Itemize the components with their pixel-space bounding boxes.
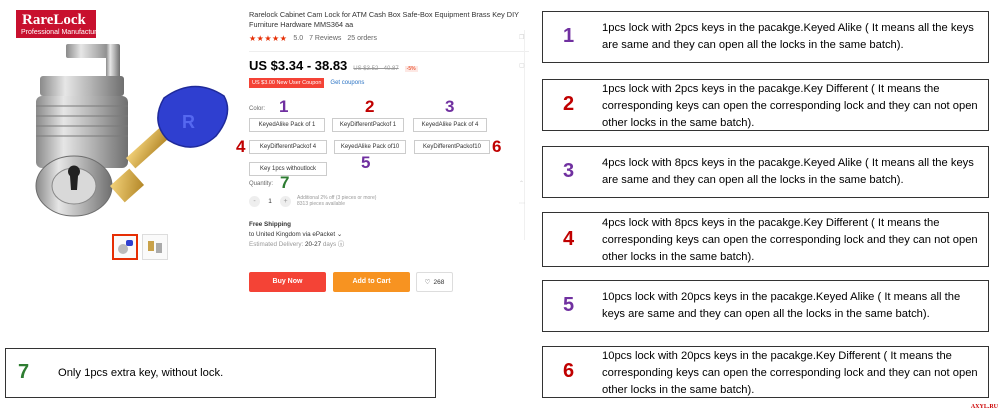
delivery-value: 20-27	[305, 241, 322, 248]
reviews-link[interactable]: 7 Reviews	[309, 35, 342, 42]
product-info-panel	[236, 10, 529, 286]
rating-score: 5.0	[293, 35, 304, 42]
compare-icon[interactable]: ▢	[519, 63, 525, 69]
legend-number: 4	[563, 228, 575, 250]
brand-tagline: Professional Manufacturer	[21, 29, 103, 36]
legend-text: 10pcs lock with 20pcs keys in the pacakge.Key Different ( It means the corresponding keys can open the corresponding lock and they can not open other locks in the same batch).	[602, 350, 978, 396]
old-price: US $3.52 - 40.87	[353, 66, 399, 72]
option-number-5: 5	[361, 153, 371, 172]
legend-number: 7	[18, 361, 30, 383]
free-shipping-title: Free Shipping	[249, 221, 291, 228]
legend-text: Only 1pcs extra key, without lock.	[58, 367, 224, 379]
legend-text: 1pcs lock with 2pcs keys in the pacakge.Key Different ( It means the corresponding keys can open the corresponding lock and they can not open other locks in the same batch).	[602, 83, 978, 129]
legend-box-1	[542, 11, 989, 63]
legend-box-5	[542, 280, 989, 332]
legend-box-3	[542, 146, 989, 198]
heart-icon: ♡	[424, 279, 431, 286]
scroll-up-icon[interactable]: ⌃	[519, 181, 525, 187]
option-keyed-alike-1[interactable]: KeyedAlike Pack of 1	[249, 118, 325, 132]
product-image-gallery	[14, 6, 236, 236]
new-user-coupon[interactable]: US $3.00 New User Coupon	[249, 78, 324, 88]
add-to-cart-button[interactable]: Add to Cart	[333, 272, 410, 292]
discount-badge: -5%	[406, 66, 416, 72]
quantity-note	[297, 195, 376, 207]
quantity-input[interactable]: 1	[268, 197, 272, 205]
brand-logo	[16, 10, 103, 38]
shipping-destination[interactable]: to United Kingdom via ePacket	[249, 231, 336, 238]
buy-now-button[interactable]: Buy Now	[249, 272, 326, 292]
price-row	[249, 58, 529, 73]
info-icon[interactable]: ⓘ	[337, 241, 345, 248]
option-key-different-1[interactable]: KeyDifferentPackof 1	[332, 118, 404, 132]
option-number-1: 1	[279, 97, 289, 116]
coupon-row	[249, 78, 529, 88]
rating-row	[249, 34, 529, 43]
legend-number: 5	[563, 294, 575, 316]
legend-text: 4pcs lock with 8pcs keys in the pacakge.Key Different ( It means the corresponding keys can open the corresponding lock and they can not open other locks in the same batch).	[602, 217, 978, 263]
legend-box-6	[542, 346, 989, 398]
quantity-decrease-button[interactable]: -	[249, 196, 260, 207]
legend-number: 3	[563, 160, 575, 182]
legend-number: 2	[563, 93, 575, 115]
quantity-stepper	[249, 195, 376, 207]
thumbnail-strip	[112, 234, 168, 260]
divider	[249, 51, 529, 52]
delivery-label: Estimated Delivery:	[249, 241, 304, 248]
delivery-days: days	[322, 241, 337, 248]
more-icon[interactable]: ⋯	[519, 201, 525, 207]
brand-name: RareLock	[22, 12, 86, 28]
option-number-7: 7	[280, 173, 290, 192]
legend-box-4	[542, 212, 989, 267]
quantity-increase-button[interactable]: +	[280, 196, 291, 207]
quantity-label: Quantity:	[249, 181, 274, 187]
legend-text: 4pcs lock with 8pcs keys in the pacakge.Keyed Alike ( It means all the keys are same and they can open all the locks in the same batch).	[602, 157, 974, 186]
option-keyed-alike-4[interactable]: KeyedAlike Pack of 4	[413, 118, 487, 132]
color-label: Color:	[249, 106, 266, 112]
option-key-different-4[interactable]: KeyDifferentPackof 4	[249, 140, 327, 154]
wishlist-button[interactable]	[416, 272, 453, 292]
wishlist-count: 268	[433, 278, 445, 286]
option-number-3: 3	[445, 97, 455, 116]
option-number-4: 4	[236, 137, 246, 156]
legend-text: 10pcs lock with 20pcs keys in the pacakge.Keyed Alike ( It means all the keys are same and they can open all the locks in the same batch).	[602, 291, 961, 320]
thumbnail-2[interactable]	[142, 234, 168, 260]
shipping-info	[249, 220, 344, 250]
option-number-6: 6	[492, 137, 502, 156]
rating-stars: ★★★★★	[249, 34, 288, 43]
pieces-available: 8313 pieces available	[297, 201, 346, 207]
orders-count: 25 orders	[347, 35, 377, 42]
product-title: Rarelock Cabinet Cam Lock for ATM Cash Box Safe-Box Equipment Brass Key DIY Furniture Hardware MMS364 aa	[249, 10, 519, 29]
price: US $3.34 - 38.83	[249, 58, 348, 73]
legend-number: 1	[563, 25, 575, 47]
legend-number: 6	[563, 360, 575, 382]
watermark: AXYL.RU	[970, 404, 998, 410]
chevron-down-icon[interactable]: ⌄	[336, 231, 343, 238]
svg-text:R: R	[182, 112, 195, 132]
get-coupons-link[interactable]: Get coupons	[330, 80, 365, 86]
option-key-only[interactable]: Key 1pcs withoutlock	[249, 162, 327, 176]
option-key-different-10[interactable]: KeyDifferentPackof10	[414, 140, 490, 154]
share-icon[interactable]: ❐	[519, 35, 525, 41]
legend-box-7	[5, 348, 436, 398]
legend-box-2	[542, 79, 989, 131]
legend-text: 1pcs lock with 2pcs keys in the pacakge.Keyed Alike ( It means all the keys are same and they can open all the locks in the same batch).	[602, 22, 974, 51]
thumbnail-1[interactable]	[112, 234, 138, 260]
bulk-discount-note: Additional 2% off (3 pieces or more)	[297, 195, 377, 201]
option-keyed-alike-10[interactable]: KeyedAlike Pack of10	[334, 140, 406, 154]
option-number-2: 2	[365, 97, 375, 116]
product-photo[interactable]	[14, 36, 236, 231]
